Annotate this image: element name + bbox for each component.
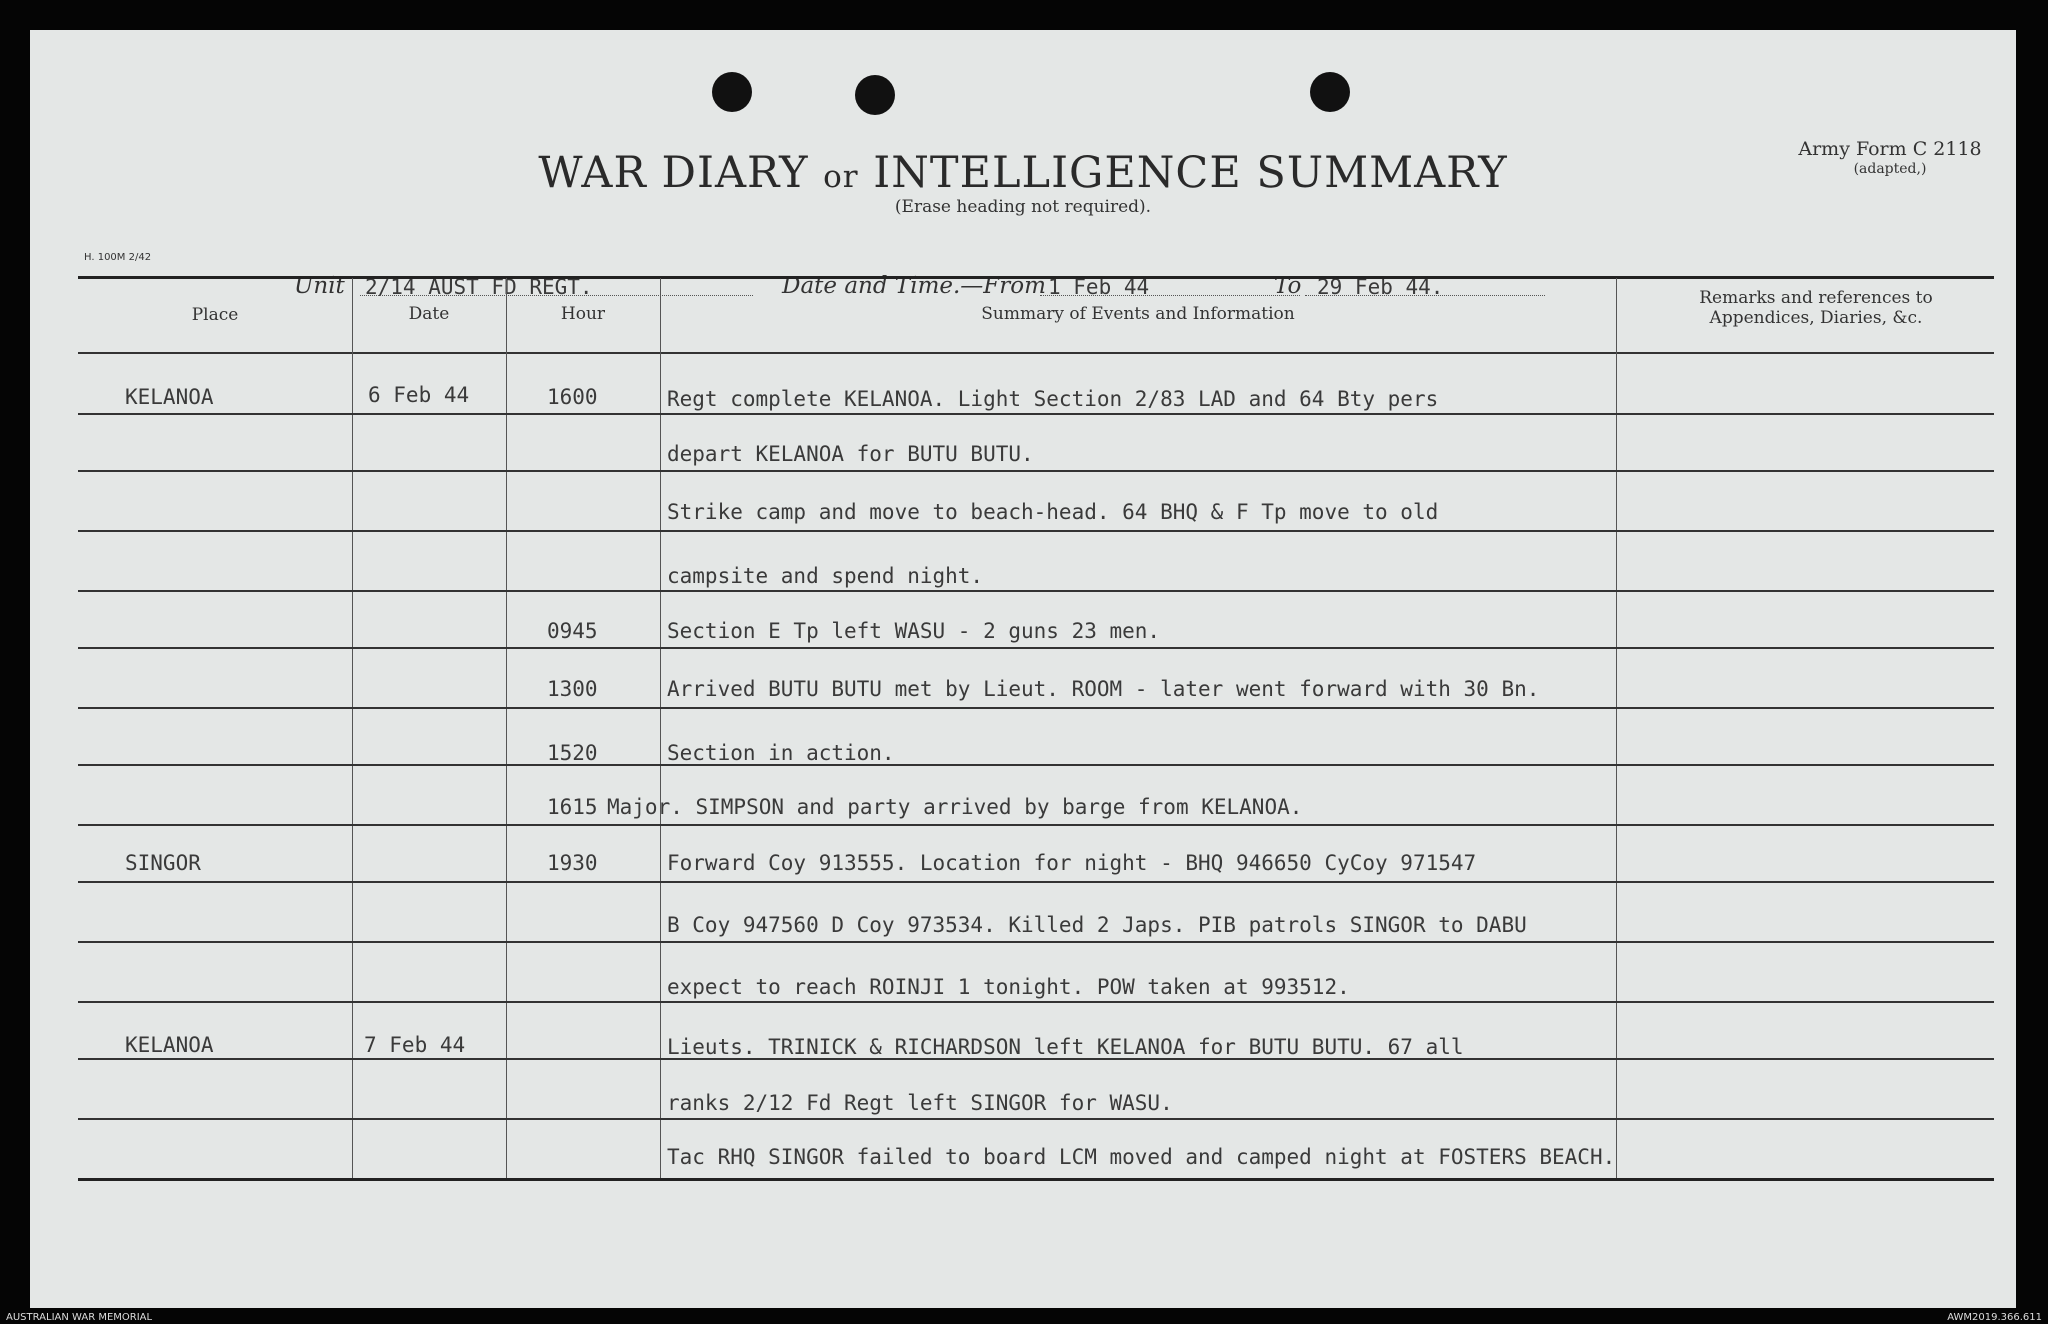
entry-hour: 1600: [547, 385, 598, 409]
from-underline: [1040, 295, 1300, 296]
table-top-border: [78, 276, 1994, 279]
diary-sheet: [30, 30, 2016, 1308]
entry-date: 7 Feb 44: [364, 1033, 466, 1057]
footer-archive-name: AUSTRALIAN WAR MEMORIAL: [6, 1312, 153, 1323]
to-underline: [1305, 295, 1545, 296]
row-line-11: [78, 1001, 1994, 1003]
to-value: 29 Feb 44.: [1317, 275, 1444, 299]
unit-underline: [360, 295, 753, 296]
entry-summary: expect to reach ROINJI 1 tonight. POW taken at 993512.: [667, 975, 1350, 999]
entry-place: SINGOR: [125, 851, 201, 875]
entry-place: KELANOA: [125, 385, 214, 409]
row-line-6: [78, 707, 1994, 709]
row-line-2: [78, 470, 1994, 472]
row-line-1: [78, 413, 1994, 415]
entry-summary: Forward Coy 913555. Location for night - BHQ 946650 CyCoy 971547: [667, 851, 1477, 875]
punch-hole-2: [855, 75, 895, 115]
entry-summary: depart KELANOA for BUTU BUTU.: [667, 442, 1034, 466]
col-header-place: Place: [191, 305, 239, 325]
col-header-date: Date: [408, 304, 450, 324]
print-code: H. 100M 2/42: [84, 252, 152, 263]
table-header-border: [78, 352, 1994, 354]
row-line-4: [78, 590, 1994, 592]
col-header-summary: Summary of Events and Information: [981, 304, 1295, 324]
entry-summary: B Coy 947560 D Coy 973534. Killed 2 Japs. PIB patrols SINGOR to DABU: [667, 913, 1527, 937]
page-title: [30, 148, 2016, 198]
date-time-label: Date and Time.—From: [782, 273, 1046, 299]
entry-summary: Regt complete KELANOA. Light Section 2/83 LAD and 64 Bty pers: [667, 387, 1439, 411]
form-ref-note: (adapted,): [1853, 160, 1927, 177]
entry-hour: 0945: [547, 619, 598, 643]
entry-summary: Tac RHQ SINGOR failed to board LCM moved and camped night at FOSTERS BEACH.: [667, 1145, 1616, 1169]
entry-summary: Lieuts. TRINICK & RICHARDSON left KELANOA for BUTU BUTU. 67 all: [667, 1035, 1464, 1059]
punch-hole-1: [712, 72, 752, 112]
entry-summary: campsite and spend night.: [667, 564, 984, 588]
punch-hole-3: [1310, 72, 1350, 112]
entry-hour: 1615: [547, 795, 598, 819]
entry-summary: Strike camp and move to beach-head. 64 BHQ & F Tp move to old: [667, 500, 1439, 524]
entry-date: 6 Feb 44: [368, 383, 470, 407]
form-ref-label: Army Form C 2118: [1798, 138, 1982, 160]
entry-summary: ranks 2/12 Fd Regt left SINGOR for WASU.: [667, 1091, 1173, 1115]
row-line-8: [78, 824, 1994, 826]
footer-catalog-id: AWM2019.366.611: [1947, 1312, 2042, 1323]
form-reference: [1765, 138, 2015, 178]
entry-summary: Section in action.: [667, 741, 895, 765]
row-line-13: [78, 1118, 1994, 1120]
title-or: or: [823, 159, 859, 195]
row-line-7: [78, 764, 1994, 766]
entry-place: KELANOA: [125, 1033, 214, 1057]
col-header-hour: Hour: [560, 304, 606, 324]
entry-summary: Arrived BUTU BUTU met by Lieut. ROOM - later went forward with 30 Bn.: [667, 677, 1540, 701]
unit-label: Unit: [294, 273, 345, 299]
title-part2: INTELLIGENCE SUMMARY: [873, 148, 1508, 198]
row-line-9: [78, 881, 1994, 883]
entry-hour: 1930: [547, 851, 598, 875]
entry-summary: Major. SIMPSON and party arrived by barge from KELANOA.: [607, 795, 1303, 819]
page-subtitle: (Erase heading not required).: [894, 197, 1152, 217]
table-bottom-border: [78, 1178, 1994, 1181]
row-line-3: [78, 530, 1994, 532]
entry-summary: Section E Tp left WASU - 2 guns 23 men.: [667, 619, 1161, 643]
entry-hour: 1520: [547, 741, 598, 765]
unit-value: 2/14 AUST FD REGT.: [365, 275, 593, 299]
col-header-remarks: Remarks and references to Appendices, Diaries, &c.: [1699, 288, 1933, 329]
title-part1: WAR DIARY: [538, 148, 809, 198]
to-label: To: [1274, 273, 1302, 299]
row-line-5: [78, 647, 1994, 649]
entry-hour: 1300: [547, 677, 598, 701]
row-line-10: [78, 941, 1994, 943]
from-value: 1 Feb 44: [1048, 275, 1150, 299]
